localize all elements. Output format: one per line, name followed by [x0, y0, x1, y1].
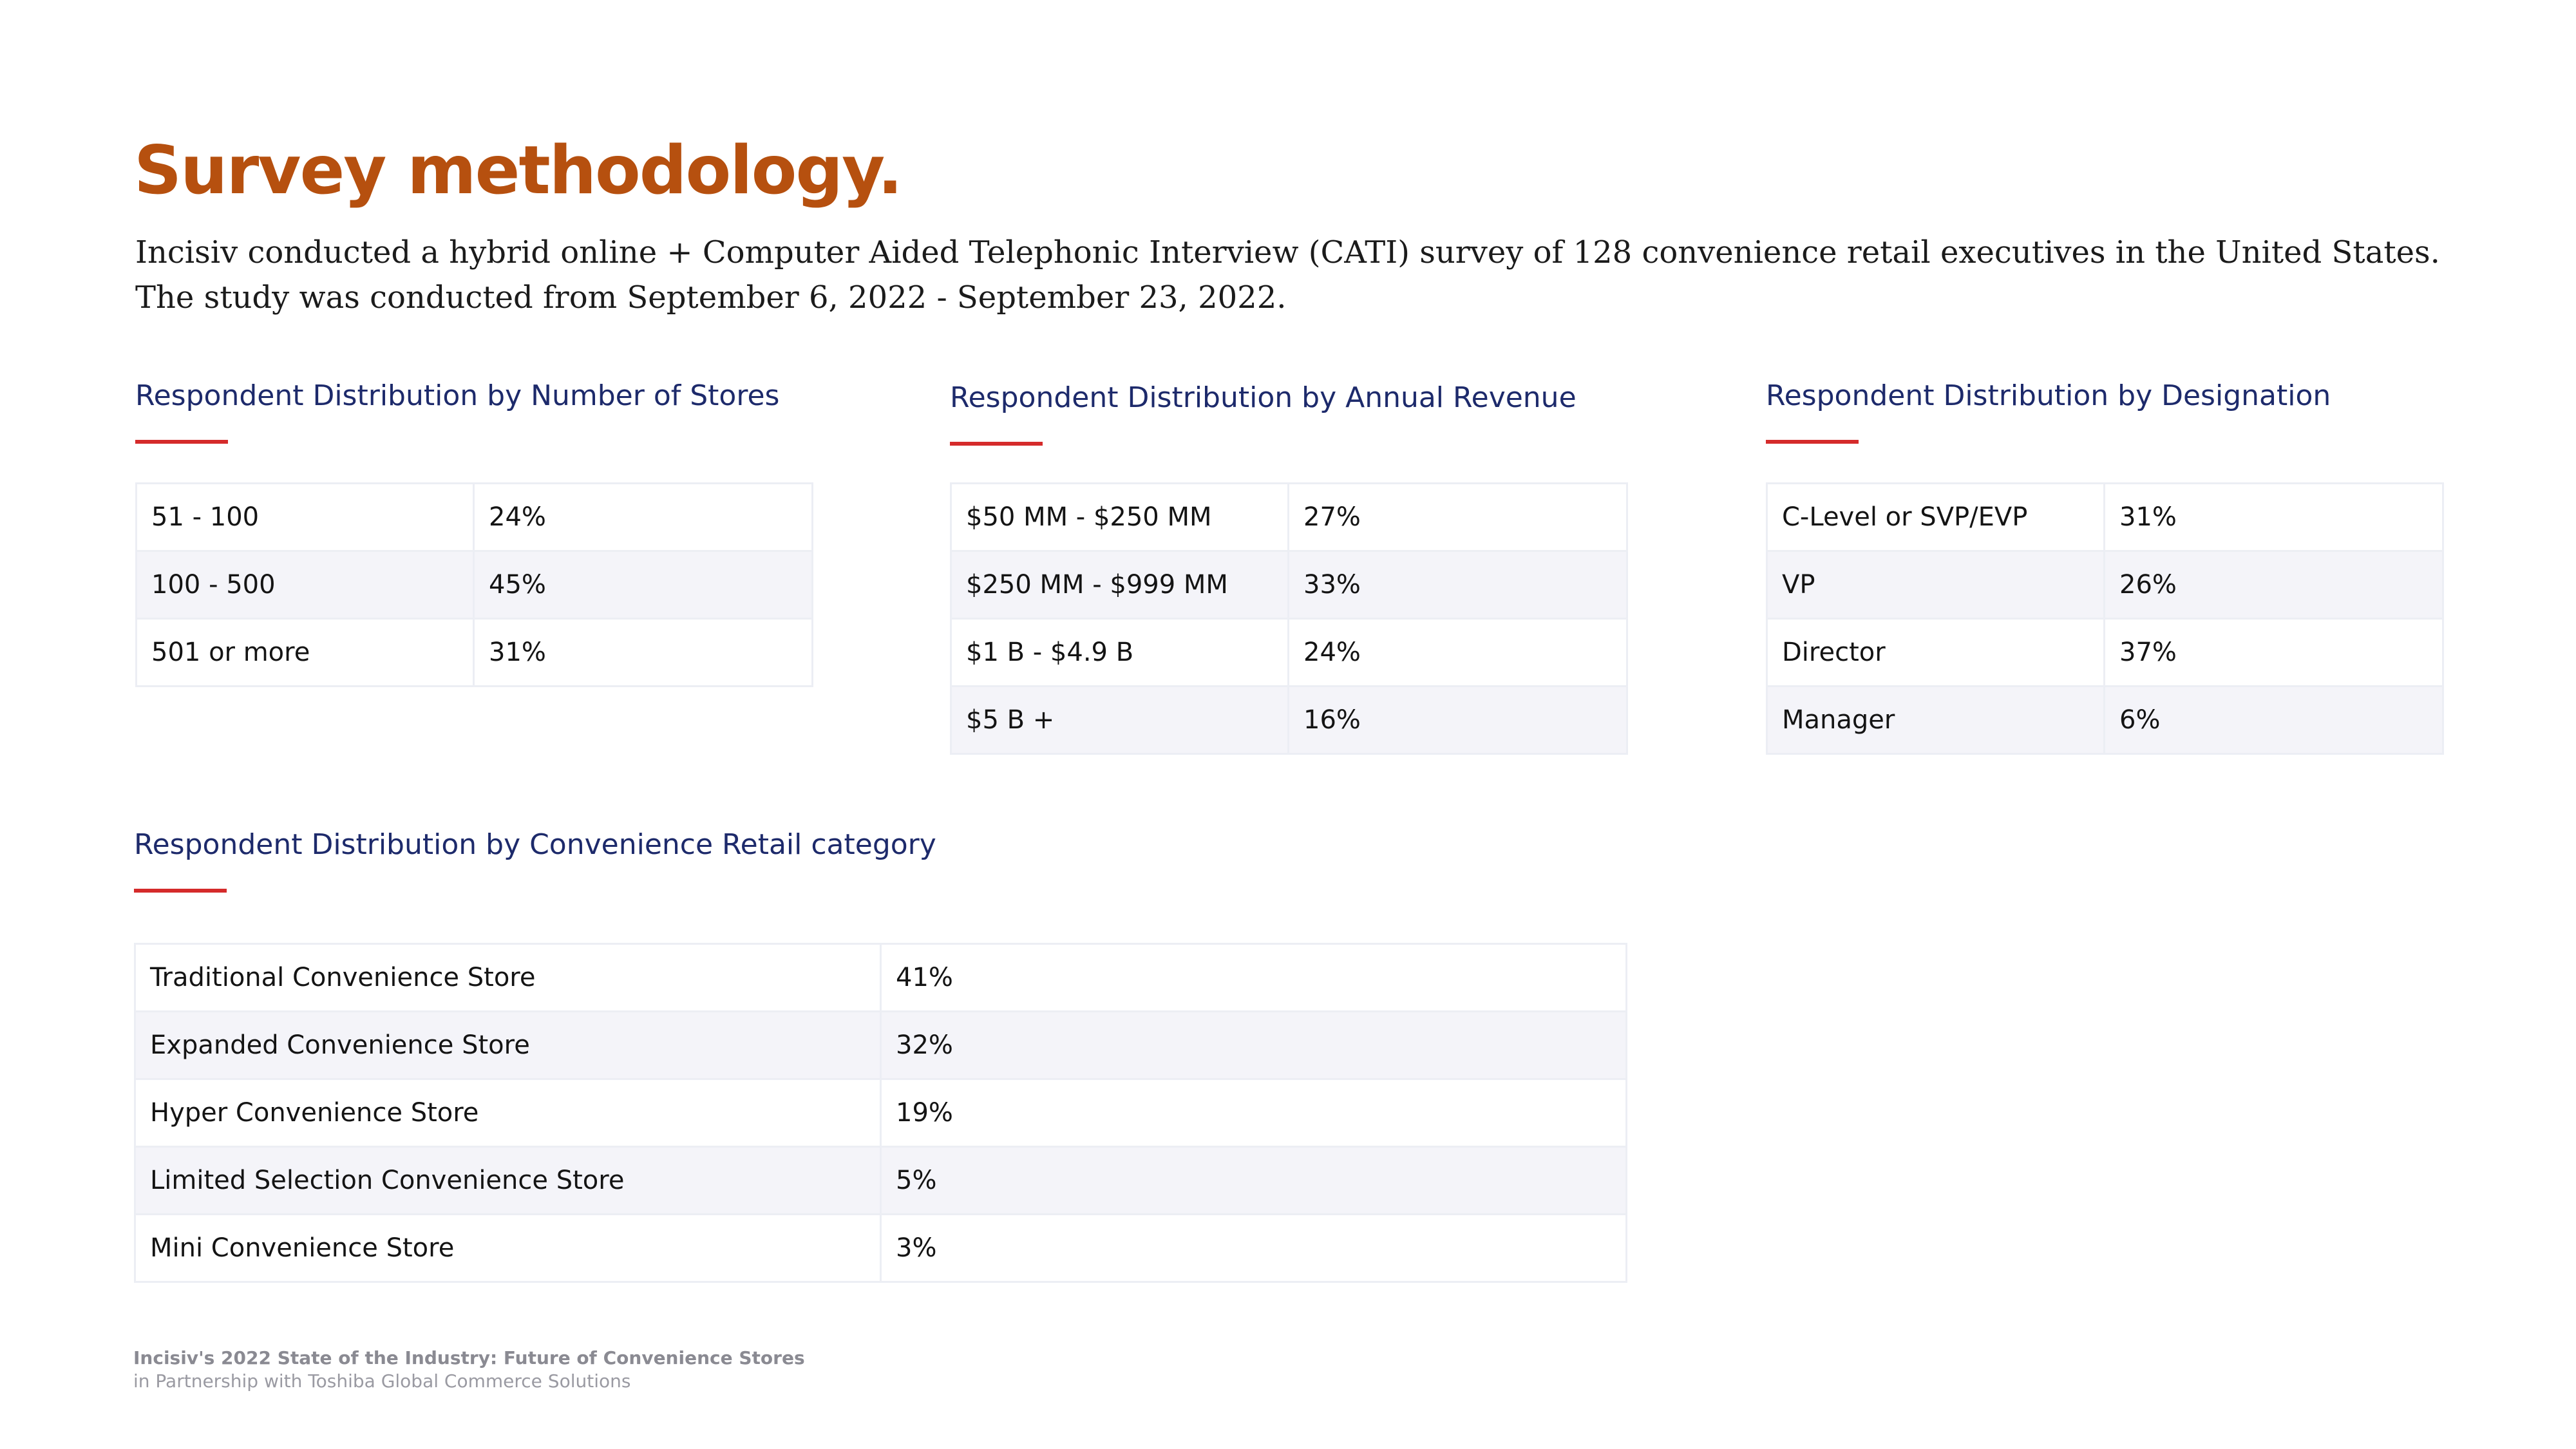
row-value: 5%: [881, 1147, 1627, 1215]
row-value: 32%: [881, 1012, 1627, 1079]
row-label: $1 B - $4.9 B: [951, 619, 1289, 687]
section-title: Respondent Distribution by Designation: [1766, 379, 2331, 412]
row-value: 33%: [1289, 551, 1627, 619]
table-row: [951, 687, 1627, 754]
accent-bar: [950, 442, 1043, 446]
row-label: Limited Selection Convenience Store: [135, 1147, 881, 1215]
row-value: 31%: [2105, 484, 2443, 551]
table-row: [137, 484, 813, 551]
accent-bar: [1766, 440, 1859, 444]
row-value: 6%: [2105, 687, 2443, 754]
table-row: [135, 1215, 1627, 1282]
row-label: C-Level or SVP/EVP: [1767, 484, 2105, 551]
row-value: 45%: [474, 551, 813, 619]
row-label: Manager: [1767, 687, 2105, 754]
row-value: 3%: [881, 1215, 1627, 1282]
footer-report-title: Incisiv's 2022 State of the Industry: Future of Convenience Stores: [133, 1347, 805, 1368]
section-title: Respondent Distribution by Annual Revenue: [950, 381, 1577, 414]
row-label: $250 MM - $999 MM: [951, 551, 1289, 619]
stores-table: [135, 482, 813, 687]
table-row: [951, 551, 1627, 619]
row-label: $50 MM - $250 MM: [951, 484, 1289, 551]
row-label: 501 or more: [137, 619, 474, 687]
row-label: 51 - 100: [137, 484, 474, 551]
table-row: [135, 944, 1627, 1012]
table-row: [1767, 484, 2443, 551]
section-annual-revenue: [950, 379, 1628, 755]
section-title: Respondent Distribution by Convenience Retail category: [134, 828, 936, 861]
table-row: [1767, 619, 2443, 687]
row-value: 31%: [474, 619, 813, 687]
row-label: Mini Convenience Store: [135, 1215, 881, 1282]
row-value: 27%: [1289, 484, 1627, 551]
table-row: [135, 1147, 1627, 1215]
row-value: 37%: [2105, 619, 2443, 687]
section-title: Respondent Distribution by Number of Stores: [135, 379, 780, 412]
intro-paragraph: Incisiv conducted a hybrid online + Computer Aided Telephonic Interview (CATI) survey of 128 convenience retail executives in the United States. The study was conducted from September 6, 2022 - September 23, 2022.: [135, 234, 2440, 316]
row-value: 26%: [2105, 551, 2443, 619]
footer: [133, 1346, 805, 1392]
row-value: 19%: [881, 1079, 1627, 1147]
row-value: 16%: [1289, 687, 1627, 754]
row-label: $5 B +: [951, 687, 1289, 754]
row-value: 24%: [1289, 619, 1627, 687]
category-table: [134, 943, 1627, 1283]
table-row: [1767, 551, 2443, 619]
row-label: VP: [1767, 551, 2105, 619]
table-row: [1767, 687, 2443, 754]
table-row: [951, 619, 1627, 687]
section-number-of-stores: [135, 377, 813, 687]
section-designation: [1766, 377, 2444, 755]
row-label: 100 - 500: [137, 551, 474, 619]
table-row: [137, 619, 813, 687]
table-row: [135, 1012, 1627, 1079]
designation-table: [1766, 482, 2444, 755]
row-label: Director: [1767, 619, 2105, 687]
revenue-table: [950, 482, 1628, 755]
row-label: Traditional Convenience Store: [135, 944, 881, 1012]
row-label: Hyper Convenience Store: [135, 1079, 881, 1147]
row-value: 24%: [474, 484, 813, 551]
row-value: 41%: [881, 944, 1627, 1012]
row-label: Expanded Convenience Store: [135, 1012, 881, 1079]
accent-bar: [134, 889, 227, 893]
footer-partnership: in Partnership with Toshiba Global Commerce Solutions: [133, 1370, 631, 1392]
section-retail-category: [134, 826, 1627, 1283]
table-row: [135, 1079, 1627, 1147]
table-row: [137, 551, 813, 619]
accent-bar: [135, 440, 228, 444]
table-row: [951, 484, 1627, 551]
page-title: Survey methodology.: [134, 132, 902, 209]
